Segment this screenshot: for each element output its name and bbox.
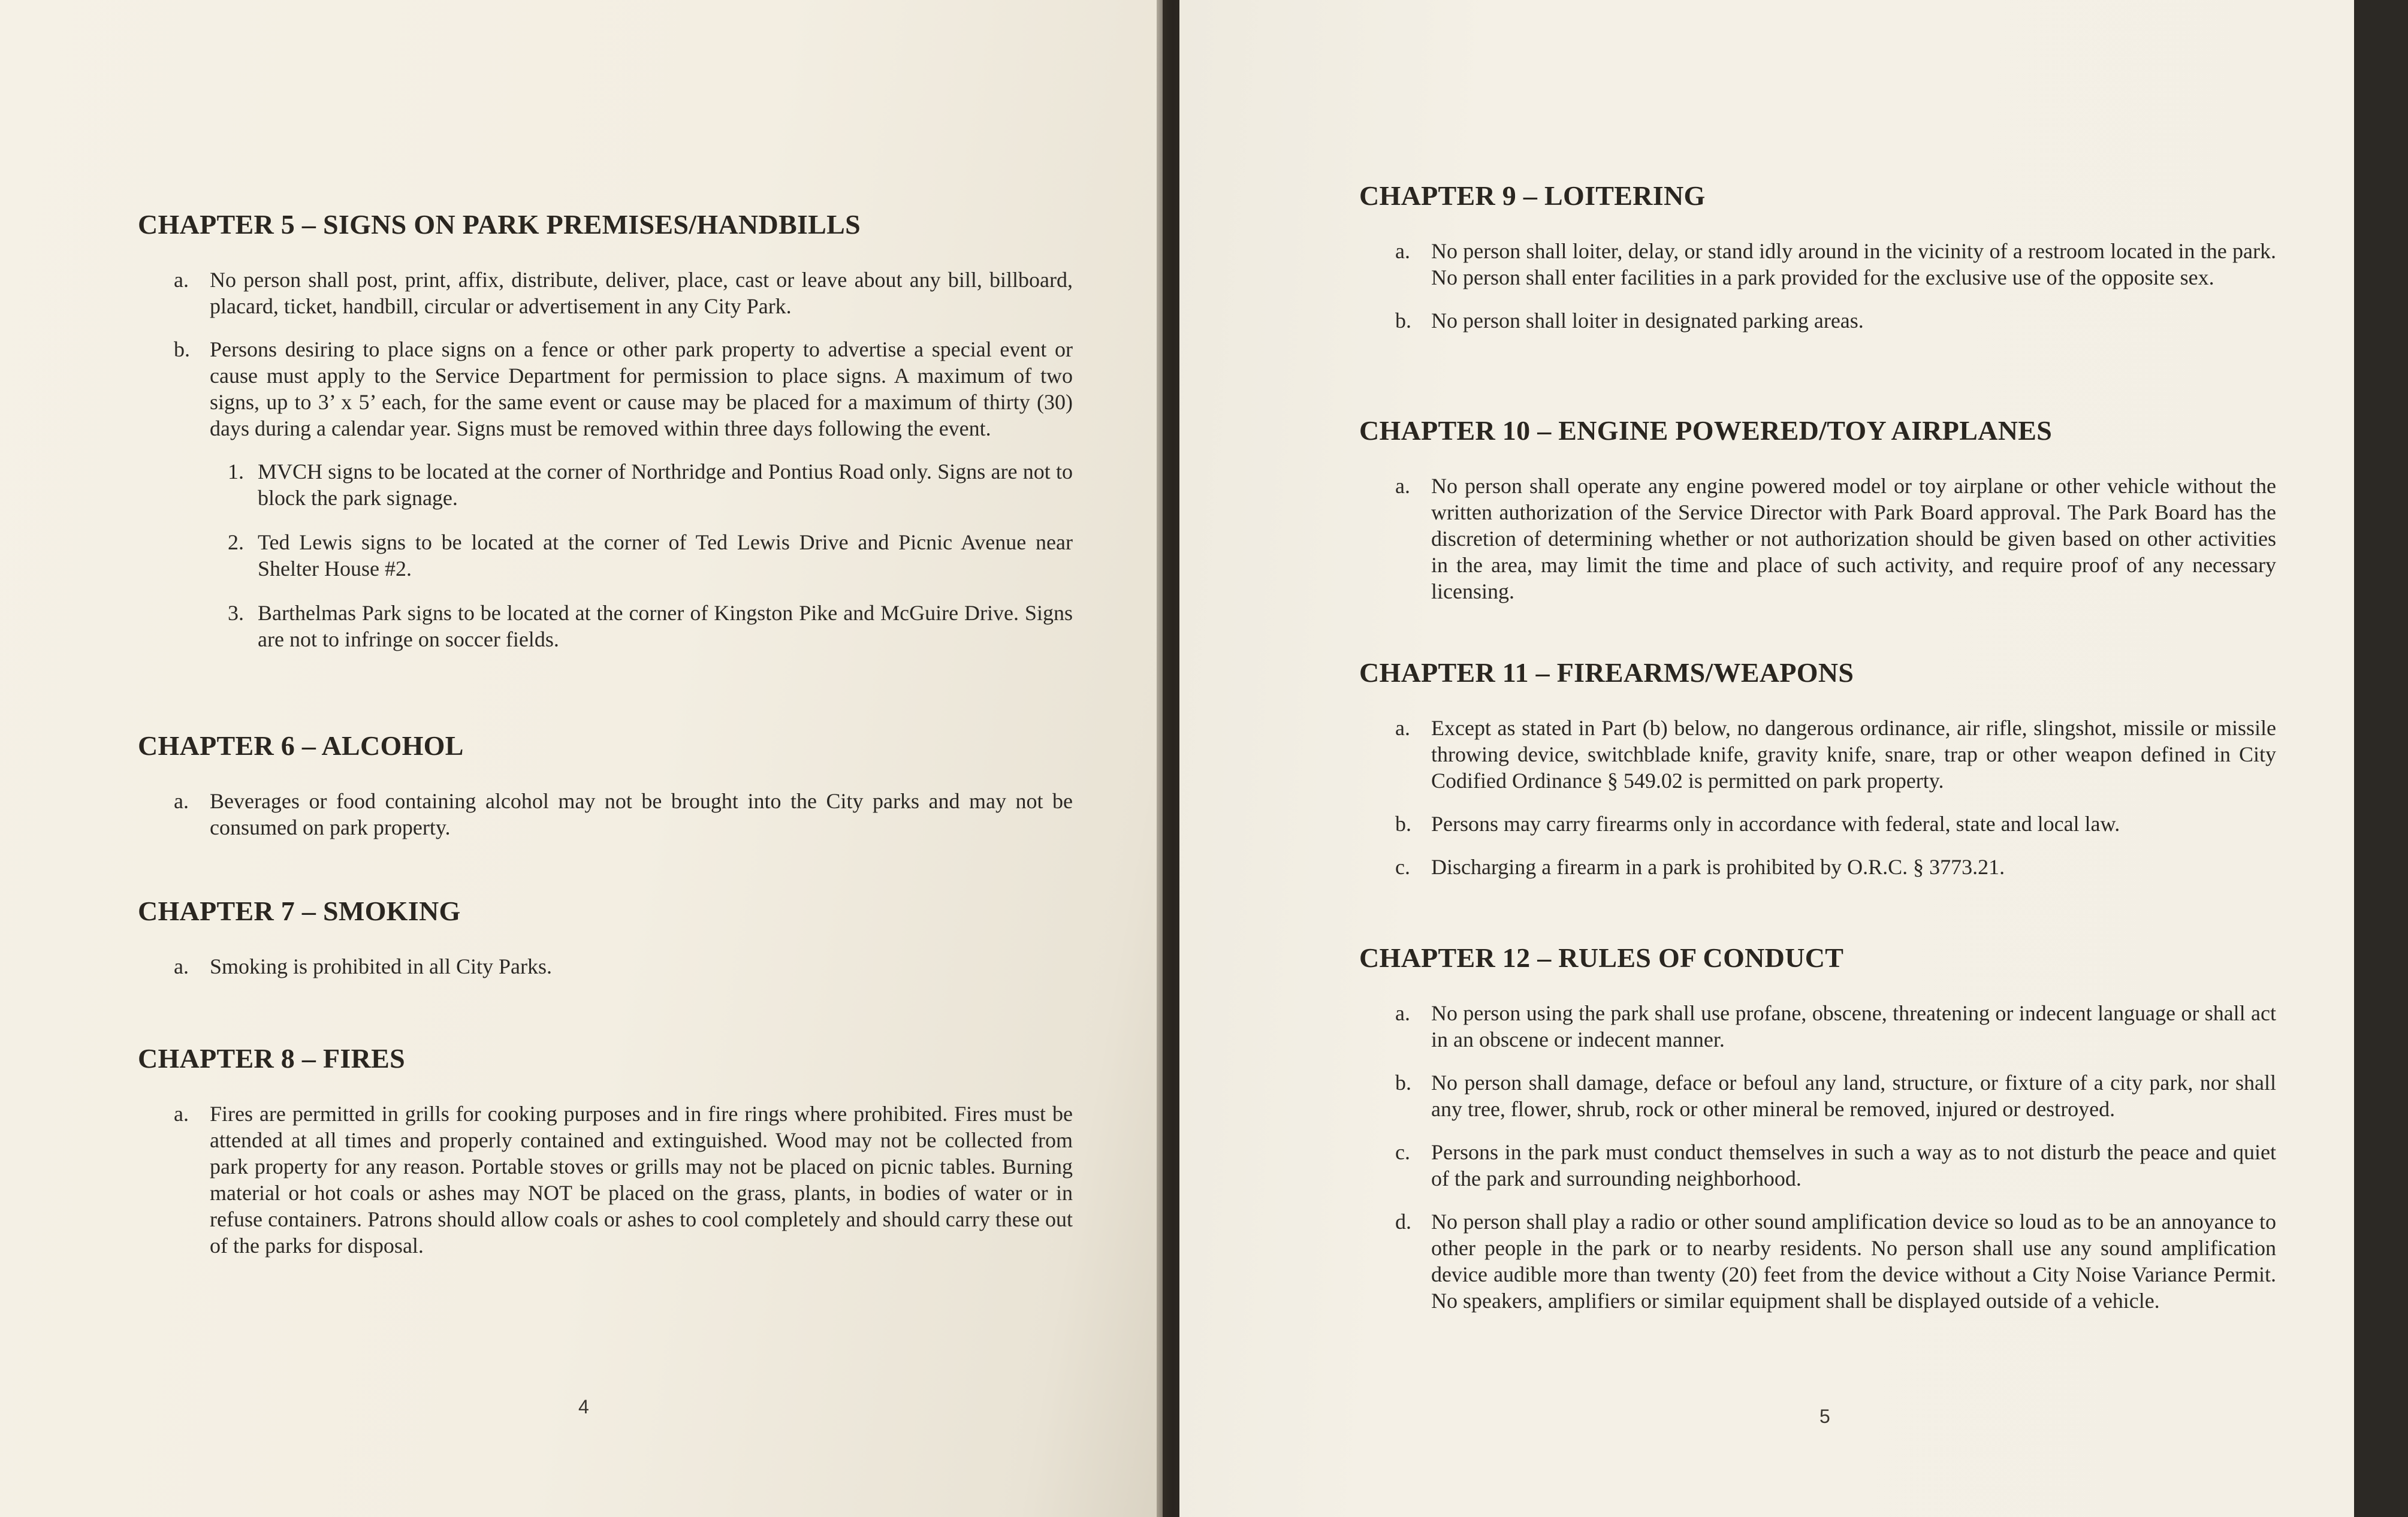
item-label: a. — [174, 954, 189, 978]
list-item — [1359, 1208, 2276, 1314]
chapter-title: CHAPTER 10 – ENGINE POWERED/TOY AIRPLANES — [1359, 415, 2053, 446]
list-item — [1359, 1139, 2276, 1192]
item-text: Except as stated in Part (b) below, no dangerous ordinance, air rifle, slingshot, missile or missile throwing device, switchblade knife, gravity knife, snare, trap or other weapon defined in City Codified Ordinance § 549.02 is permitted on park property. — [1431, 716, 2276, 793]
chapter-title: CHAPTER 6 – ALCOHOL — [138, 730, 464, 761]
list-item — [138, 788, 1073, 841]
right-page — [1179, 0, 2354, 1517]
item-label: a. — [174, 1102, 189, 1126]
chapter-11 — [1359, 657, 2276, 897]
item-text: No person shall play a radio or other sound amplification device so loud as to be an annoyance to other people in the park or to nearby residents. No person shall use any sound amplification device audible more than twenty (20) feet from the device without a City Noise Variance Permit. No speakers, amplifiers or similar equipment shall be displayed outside of a vehicle. — [1431, 1210, 2276, 1313]
chapter-title: CHAPTER 7 – SMOKING — [138, 896, 461, 926]
chapter-title: CHAPTER 5 – SIGNS ON PARK PREMISES/HANDBILLS — [138, 209, 861, 240]
list-item — [138, 336, 1073, 442]
page-number: 5 — [1819, 1406, 1830, 1427]
chapter-title: CHAPTER 12 – RULES OF CONDUCT — [1359, 942, 1844, 973]
item-text: No person shall loiter in designated parking areas. — [1431, 309, 1864, 333]
item-text: Persons desiring to place signs on a fence or other park property to advertise a special event or cause must apply to the Service Department for permission to place signs. A maximum of two signs, up to 3’ x 5’ each, for the same event or cause may be placed for a maximum of thirty (30) days during a calendar year. Signs must be removed within three days following the event. — [210, 337, 1073, 440]
right-page-content — [1359, 0, 2276, 1517]
item-label: a. — [1395, 716, 1410, 740]
item-label: c. — [1395, 855, 1410, 879]
item-text: Persons in the park must conduct themselves in such a way as to not disturb the peace and quiet of the park and surrounding neighborhood. — [1431, 1140, 2276, 1190]
sub-item-text: Barthelmas Park signs to be located at the corner of Kingston Pike and McGuire Drive. Signs are not to infringe on soccer fields. — [258, 601, 1073, 651]
chapter-12 — [1359, 942, 2276, 1331]
list-item — [138, 1101, 1073, 1259]
chapter-5 — [138, 208, 1073, 670]
list-item — [1359, 715, 2276, 794]
item-label: a. — [174, 789, 189, 813]
item-label: b. — [174, 337, 190, 361]
item-text: No person shall post, print, affix, distribute, deliver, place, cast or leave about any bill, billboard, placard, ticket, handbill, circular or advertisement in any City Park. — [210, 268, 1073, 318]
sub-item-label: 3. — [228, 601, 244, 625]
item-label: b. — [1395, 812, 1411, 836]
item-text: Discharging a firearm in a park is prohibited by O.R.C. § 3773.21. — [1431, 855, 2005, 879]
chapter-title: CHAPTER 11 – FIREARMS/WEAPONS — [1359, 657, 1854, 688]
item-label: d. — [1395, 1210, 1411, 1234]
item-text: No person shall loiter, delay, or stand idly around in the vicinity of a restroom located in the park. No person shall enter facilities in a park provided for the exclusive use of the opposite sex. — [1431, 239, 2276, 289]
item-text: No person using the park shall use profane, obscene, threatening or indecent language or shall act in an obscene or indecent manner. — [1431, 1001, 2276, 1051]
item-label: b. — [1395, 309, 1411, 333]
item-text: Smoking is prohibited in all City Parks. — [210, 954, 553, 978]
chapter-10 — [1359, 415, 2276, 621]
item-label: a. — [174, 268, 189, 292]
page-number: 4 — [578, 1396, 589, 1418]
sub-item-label: 2. — [228, 530, 244, 554]
item-text: No person shall damage, deface or befoul any land, structure, or fixture of a city park, nor shall any tree, flower, shrub, rock or other mineral be removed, injured or destroyed. — [1431, 1071, 2276, 1121]
item-label: b. — [1395, 1071, 1411, 1095]
chapter-6 — [138, 730, 1073, 857]
chapter-title: CHAPTER 9 – LOITERING — [1359, 180, 1706, 211]
item-label: a. — [1395, 474, 1410, 498]
list-item — [1359, 854, 2276, 880]
sub-item-text: Ted Lewis signs to be located at the corner of Ted Lewis Drive and Picnic Avenue near Shelter House #2. — [258, 530, 1073, 581]
chapter-9 — [1359, 180, 2276, 350]
left-page — [0, 0, 1163, 1517]
sub-item-text: MVCH signs to be located at the corner of Northridge and Pontius Road only. Signs are not to block the park signage. — [258, 460, 1073, 510]
list-item — [1359, 811, 2276, 837]
sub-list-item — [138, 529, 1073, 582]
list-item — [138, 953, 1073, 980]
sub-list-item — [138, 458, 1073, 511]
list-item — [1359, 1069, 2276, 1122]
left-page-content — [138, 0, 1073, 1517]
sub-item-label: 1. — [228, 460, 244, 483]
chapter-7 — [138, 895, 1073, 996]
list-item — [138, 267, 1073, 319]
list-item — [1359, 307, 2276, 334]
item-text: Beverages or food containing alcohol may not be brought into the City parks and may not be consumed on park property. — [210, 789, 1073, 839]
list-item — [1359, 238, 2276, 291]
item-label: a. — [1395, 1001, 1410, 1025]
item-label: a. — [1395, 239, 1410, 263]
item-text: Fires are permitted in grills for cooking purposes and in fire rings where prohibited. Fires must be attended at all times and properly contained and extinguished. Wood may not be collected from park property for any reason. Portable stoves or grills may not be placed on picnic tables. Burning material or hot coals or ashes may NOT be placed on the grass, plants, in bodies of water or in refuse containers. Patrons should allow coals or ashes to cool completely and should carry these out of the parks for disposal. — [210, 1102, 1073, 1258]
sub-list-item — [138, 600, 1073, 652]
chapter-8 — [138, 1042, 1073, 1276]
item-text: No person shall operate any engine powered model or toy airplane or other vehicle without the written authorization of the Service Director with Park Board approval. The Park Board has the discretion of determining whether or not authorization should be given based on other activities in the area, may limit the time and place of such activity, and require proof of any necessary licensing. — [1431, 474, 2276, 603]
list-item — [1359, 1000, 2276, 1053]
chapter-title: CHAPTER 8 – FIRES — [138, 1043, 405, 1074]
list-item — [1359, 473, 2276, 605]
item-label: c. — [1395, 1140, 1410, 1164]
item-text: Persons may carry firearms only in accordance with federal, state and local law. — [1431, 812, 2120, 836]
